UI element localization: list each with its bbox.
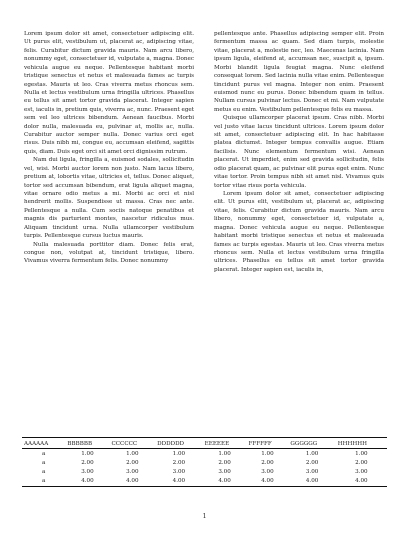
- data-table-container: [22, 437, 387, 487]
- table-cell: 4.00: [203, 477, 247, 487]
- table-header-cell: CCCCCC: [110, 438, 156, 449]
- table-cell: 4.00: [288, 477, 335, 487]
- table-cell: a: [42, 468, 46, 475]
- table-header-row: [22, 438, 387, 449]
- left-column: [24, 30, 194, 266]
- table-cell: 2.00: [218, 459, 231, 466]
- table-header-cell: BBBBBB: [65, 438, 109, 449]
- data-table: [22, 437, 387, 487]
- left-paragraph-3: Nulla malesuada porttitor diam. Donec felis erat, congue non, volutpat at, tincidunt tristique, libero. Vivamus viverra fermentum felis. Donec nonummy: [24, 241, 194, 265]
- table-cell: 2.00: [355, 459, 368, 466]
- left-paragraph-1: Lorem ipsum dolor sit amet, consectetuer adipiscing elit. Ut purus elit, vestibulum ut, placerat ac, adipiscing vitae, felis. Curabitur dictum gravida mauris. Nam arcu libero, nonummy eget, consectetuer id, vulputate a, magna. Donec vehicula augue eu neque. Pellentesque habitant morbi tristique senectus et netus et malesuada fames ac turpis egestas. Mauris ut leo. Cras viverra metus rhoncus sem. Nulla et lectus vestibulum urna fringilla ultrices. Phasellus eu tellus sit amet tortor gravida placerat. Integer sapien est, iaculis in, pretium quis, viverra ac, nunc. Praesent eget sem vel leo ultrices bibendum. Aenean faucibus. Morbi dolor nulla, malesuada eu, pulvinar at, mollis ac, nulla. Curabitur auctor semper nulla. Donec varius orci eget risus. Duis nibh mi, congue eu, accumsan eleifend, sagittis quis, diam. Duis eget orci sit amet orci dignissim rutrum.: [24, 31, 194, 155]
- table-cell: 2.00: [81, 459, 94, 466]
- table-cell: 4.00: [246, 477, 288, 487]
- table-cell: 4.00: [336, 477, 387, 487]
- table-cell: 3.00: [81, 468, 94, 475]
- table-cell: 3.00: [126, 468, 139, 475]
- table-cell: 2.00: [172, 459, 186, 466]
- table-header-cell: FFFFFF: [246, 438, 288, 449]
- table-header-cell: EEEEEE: [203, 438, 247, 449]
- table-header-cell: GGGGGG: [288, 438, 335, 449]
- table-cell: 3.00: [218, 468, 231, 475]
- table-cell: 1.00: [261, 450, 274, 457]
- table-row: [22, 449, 387, 459]
- table-cell: 2.00: [305, 459, 319, 466]
- table-cell: 4.00: [155, 477, 203, 487]
- table-row: [22, 458, 387, 467]
- table-cell: 1.00: [172, 450, 186, 457]
- table-cell: 1.00: [355, 450, 368, 457]
- table-cell: a: [42, 459, 46, 466]
- right-column: [214, 30, 384, 274]
- table-cell: 2.00: [261, 459, 274, 466]
- page-number: 1: [202, 513, 207, 520]
- table-cell: 2.00: [126, 459, 139, 466]
- table-cell: 3.00: [172, 468, 186, 475]
- left-paragraph-2: Nam dui ligula, fringilla a, euismod sodales, sollicitudin vel, wisi. Morbi auctor lorem non justo. Nam lacus libero, pretium at, lobortis vitae, ultricies et, tellus. Donec aliquet, tortor sed accumsan bibendum, erat ligula aliquet magna, vitae ornare odio metus a mi. Morbi ac orci et nisl hendrerit mollis. Suspendisse ut massa. Cras nec ante. Pellentesque a nulla. Cum sociis natoque penatibus et magnis dis parturient montes, nascetur ridiculus mus. Aliquam tincidunt urna. Nulla ullamcorper vestibulum turpis. Pellentesque cursus luctus mauris.: [24, 157, 194, 240]
- right-paragraph-1: pellentesque ante. Phasellus adipiscing semper elit. Proin fermentum massa ac quam. Sed diam turpis, molestie vitae, placerat a, molestie nec, leo. Maecenas lacinia. Nam ipsum ligula, eleifend at, accumsan nec, suscipit a, ipsum. Morbi blandit ligula feugiat magna. Nunc eleifend consequat lorem. Sed lacinia nulla vitae enim. Pellentesque tincidunt purus vel magna. Integer non enim. Praesent euismod nunc eu purus. Donec bibendum quam in tellus. Nullam cursus pulvinar lectus. Donec et mi. Nam vulputate metus eu enim. Vestibulum pellentesque felis eu massa.: [214, 31, 384, 113]
- table-header-cell: HHHHHH: [336, 438, 387, 449]
- table-row: [22, 477, 387, 487]
- table-row: [22, 467, 387, 476]
- table-cell: 3.00: [305, 468, 319, 475]
- table-cell: a: [22, 477, 65, 487]
- table-header-cell: DDDDDD: [155, 438, 203, 449]
- table-cell: a: [42, 450, 46, 457]
- table-header-cell: AAAAAA: [22, 438, 65, 449]
- table-cell: 1.00: [218, 450, 231, 457]
- table-cell: 1.00: [126, 450, 139, 457]
- table-cell: 4.00: [110, 477, 156, 487]
- right-paragraph-2: Quisque ullamcorper placerat ipsum. Cras nibh. Morbi vel justo vitae lacus tincidunt ultrices. Lorem ipsum dolor sit amet, consectetuer adipiscing elit. In hac habitasse platea dictumst. Integer tempus convallis augue. Etiam facilisis. Nunc elementum fermentum wisi. Aenean placerat. Ut imperdiet, enim sed gravida sollicitudin, felis odio placerat quam, ac pulvinar elit purus eget enim. Nunc vitae tortor. Proin tempus nibh sit amet nisl. Vivamus quis tortor vitae risus porta vehicula.: [214, 115, 384, 189]
- right-paragraph-3: Lorem ipsum dolor sit amet, consectetuer adipiscing elit. Ut purus elit, vestibulum ut, placerat ac, adipiscing vitae, felis. Curabitur dictum gravida mauris. Nam arcu libero, nonummy eget, consectetuer id, vulputate a, magna. Donec vehicula augue eu neque. Pellentesque habitant morbi tristique senectus et netus et malesuada fames ac turpis egestas. Mauris ut leo. Cras viverra metus rhoncus sem. Nulla et lectus vestibulum urna fringilla ultrices. Phasellus eu tellus sit amet tortor gravida placerat. Integer sapien est, iaculis in,: [214, 191, 384, 273]
- table-cell: 1.00: [305, 450, 319, 457]
- table-cell: 1.00: [81, 450, 94, 457]
- table-cell: 3.00: [355, 468, 368, 475]
- table-cell: 4.00: [65, 477, 109, 487]
- table-cell: 3.00: [261, 468, 274, 475]
